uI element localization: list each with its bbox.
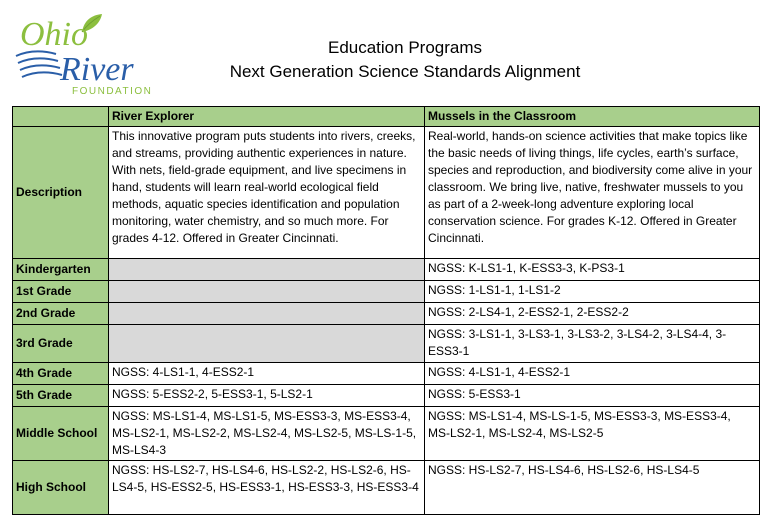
row-label-high-school: High School <box>13 461 109 515</box>
column-header-mussels: Mussels in the Classroom <box>425 107 760 127</box>
page-subtitle: Next Generation Science Standards Alignment <box>229 62 581 81</box>
logo-word-river: River <box>60 51 134 88</box>
table-row <box>13 281 760 303</box>
row-label-5th-grade: 5th Grade <box>13 385 109 407</box>
ohio-river-foundation-logo <box>12 10 164 100</box>
table-row <box>13 259 760 281</box>
row-label-2nd-grade: 2nd Grade <box>13 303 109 325</box>
cell-mussels: NGSS: MS-LS1-4, MS-LS-1-5, MS-ESS3-3, MS-ESS3-4, MS-LS2-1, MS-LS2-4, MS-LS2-5 <box>425 407 760 461</box>
wave-lines <box>16 51 62 77</box>
page-title: Education Programs <box>327 38 483 57</box>
cell-mussels: NGSS: 4-LS1-1, 4-ESS2-1 <box>425 363 760 385</box>
cell-mussels: NGSS: 2-LS4-1, 2-ESS2-1, 2-ESS2-2 <box>425 303 760 325</box>
table-row <box>13 127 760 259</box>
cell-river-explorer: NGSS: 5-ESS2-2, 5-ESS3-1, 5-LS2-1 <box>109 385 425 407</box>
row-label-kindergarten: Kindergarten <box>13 259 109 281</box>
cell-river-explorer <box>109 281 425 303</box>
row-label-3rd-grade: 3rd Grade <box>13 325 109 363</box>
logo-word-ohio: Ohio <box>20 16 88 53</box>
table-row <box>13 385 760 407</box>
cell-mussels: NGSS: 1-LS1-1, 1-LS1-2 <box>425 281 760 303</box>
row-label-middle-school: Middle School <box>13 407 109 461</box>
cell-mussels: NGSS: 5-ESS3-1 <box>425 385 760 407</box>
cell-river-explorer: NGSS: HS-LS2-7, HS-LS4-6, HS-LS2-2, HS-LS2-6, HS-LS4-5, HS-ESS2-5, HS-ESS3-1, HS-ESS3-3, HS-ESS3-4 <box>109 461 425 515</box>
header-empty-cell <box>13 107 109 127</box>
cell-river-explorer: This innovative program puts students into rivers, creeks, and streams, providing authentic experiences in nature. With nets, field-grade equipment, and live specimens in hand, students will learn real-world ecological field methods, aquatic species identification and population monitoring, water chemistry, and so much more. For grades 4-12. Offered in Greater Cincinnati. <box>109 127 425 259</box>
cell-mussels: NGSS: HS-LS2-7, HS-LS4-6, HS-LS2-6, HS-LS4-5 <box>425 461 760 515</box>
table-row <box>13 461 760 515</box>
table-header-row <box>13 107 760 127</box>
logo-word-foundation: FOUNDATION <box>72 86 153 97</box>
table-row <box>13 363 760 385</box>
cell-river-explorer: NGSS: MS-LS1-4, MS-LS1-5, MS-ESS3-3, MS-ESS3-4, MS-LS2-1, MS-LS2-2, MS-LS2-4, MS-LS2-5, MS-LS-1-5, MS-LS4-3 <box>109 407 425 461</box>
cell-mussels: NGSS: 3-LS1-1, 3-LS3-1, 3-LS3-2, 3-LS4-2, 3-LS4-4, 3-ESS3-1 <box>425 325 760 363</box>
cell-mussels: Real-world, hands-on science activities that make topics like the basic needs of living things, life cycles, earth’s surface, species and reproduction, and biodiversity come alive in your classroom. We bring live, native, freshwater mussels to you as part of a 2-week-long adventure exploring local conservation science. For grades K-12. Offered in Greater Cincinnati. <box>425 127 760 259</box>
table-row <box>13 407 760 461</box>
cell-river-explorer <box>109 325 425 363</box>
ngss-alignment-table <box>12 106 760 515</box>
row-label-description: Description <box>13 127 109 259</box>
column-header-river-explorer: River Explorer <box>109 107 425 127</box>
row-label-1st-grade: 1st Grade <box>13 281 109 303</box>
cell-mussels: NGSS: K-LS1-1, K-ESS3-3, K-PS3-1 <box>425 259 760 281</box>
cell-river-explorer: NGSS: 4-LS1-1, 4-ESS2-1 <box>109 363 425 385</box>
cell-river-explorer <box>109 303 425 325</box>
cell-river-explorer <box>109 259 425 281</box>
row-label-4th-grade: 4th Grade <box>13 363 109 385</box>
table-row <box>13 325 760 363</box>
table-row <box>13 303 760 325</box>
